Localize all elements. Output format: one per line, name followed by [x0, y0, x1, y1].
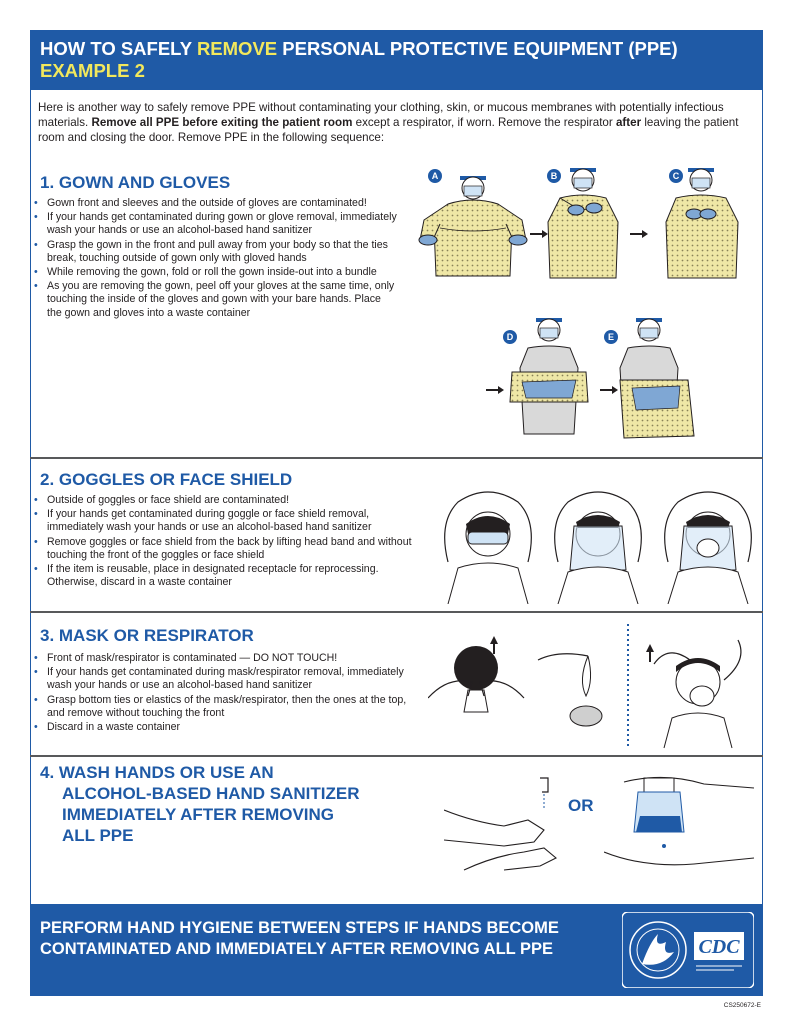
list-item: • If your hands get contaminated during goggle or face shield removal, immediately wash your hands or use an alcohol-based hand sanitizer	[30, 508, 424, 534]
footer-text: PERFORM HAND HYGIENE BETWEEN STEPS IF HANDS BECOME CONTAMINATED AND IMMEDIATELY AFTER REMOVING ALL PPE	[40, 919, 559, 958]
step-badge-a: A	[428, 169, 442, 183]
cdc-logo-text: CDC	[698, 936, 740, 958]
gown-removal-illustration	[410, 158, 760, 450]
list-item: • Grasp the gown in the front and pull away from your body so that the ties break, touching outside of gown only with gloved hands	[30, 239, 398, 265]
page-subtitle: EXAMPLE 2	[40, 60, 145, 81]
mask-ties-figure	[428, 636, 524, 712]
section-3-bullets	[30, 652, 424, 735]
section-1-bullets	[30, 197, 398, 321]
hand-washing-illustration	[444, 770, 560, 874]
step-e-figure	[620, 318, 694, 438]
section-divider	[30, 755, 763, 757]
list-item: • Outside of goggles or face shield are contaminated!	[30, 494, 424, 507]
goggles-figure	[445, 492, 532, 604]
agency-logos	[622, 912, 754, 988]
list-item: • If the item is reusable, place in designated receptacle for reprocessing. Otherwise, discard in a waste container	[30, 563, 424, 589]
footer-banner	[30, 904, 763, 996]
list-item: • As you are removing the gown, peel off your gloves at the same time, only touching the inside of the gloves and gown with your bare hands. Place the gown and gloves into a waste container	[30, 280, 398, 320]
list-item: • Front of mask/respirator is contaminated — DO NOT TOUCH!	[30, 652, 424, 665]
step-c-figure	[666, 168, 738, 278]
section-3-title: 3. MASK OR RESPIRATOR	[40, 626, 254, 645]
list-item: • If your hands get contaminated during mask/respirator removal, immediately wash your hands or use an alcohol-based hand sanitizer	[30, 666, 424, 692]
list-item: • Remove goggles or face shield from the back by lifting head band and without touching the front of the goggles or face shield	[30, 536, 424, 562]
step-badge-b: B	[547, 169, 561, 183]
face-shield-mask-figure	[665, 492, 752, 604]
step-a-figure	[419, 176, 527, 276]
step-badge-e: E	[604, 330, 618, 344]
hhs-eagle-seal-icon	[622, 912, 754, 988]
page-title: HOW TO SAFELY REMOVE PERSONAL PROTECTIVE EQUIPMENT (PPE)	[40, 38, 678, 59]
mask-removal-illustration	[428, 620, 758, 750]
face-shield-figure	[555, 492, 642, 604]
document-number: CS250672-E	[723, 1002, 761, 1009]
respirator-figure	[646, 640, 741, 748]
hand-sanitizer-illustration	[604, 772, 758, 874]
section-divider	[30, 457, 763, 459]
list-item: • Grasp bottom ties or elastics of the mask/respirator, then the ones at the top, and remove without touching the front	[30, 694, 424, 720]
section-2-bullets	[30, 494, 424, 590]
page-header	[30, 30, 763, 90]
step-d-figure	[510, 318, 588, 434]
step-badge-d: D	[503, 330, 517, 344]
or-label: OR	[568, 796, 594, 815]
mask-dangle-figure	[538, 654, 602, 726]
list-item: • Gown front and sleeves and the outside of gloves are contaminated!	[30, 197, 398, 210]
list-item: • Discard in a waste container	[30, 721, 424, 734]
list-item: • While removing the gown, fold or roll the gown inside-out into a bundle	[30, 266, 398, 279]
list-item: • If your hands get contaminated during gown or glove removal, immediately wash your hands or use an alcohol-based hand sanitizer	[30, 211, 398, 237]
section-2-title: 2. GOGGLES OR FACE SHIELD	[40, 470, 293, 489]
intro-paragraph: Here is another way to safely remove PPE without contaminating your clothing, skin, or mucous membranes with potentially infectious materials. Remove all PPE before exiting the patient room except a respirator, if worn. Remove the respirator after leaving the patient room and closing the door. Remove PPE in the following sequence:	[38, 101, 739, 144]
step-b-figure	[548, 168, 618, 278]
step-badge-c: C	[669, 169, 683, 183]
section-1-title: 1. GOWN AND GLOVES	[40, 173, 231, 192]
section-divider	[30, 611, 763, 613]
title-accent: REMOVE	[196, 38, 278, 59]
goggles-removal-illustration	[428, 482, 758, 604]
section-4-title: 4. WASH HANDS OR USE AN ALCOHOL-BASED HAND SANITIZER IMMEDIATELY AFTER REMOVING ALL PPE	[40, 763, 360, 845]
